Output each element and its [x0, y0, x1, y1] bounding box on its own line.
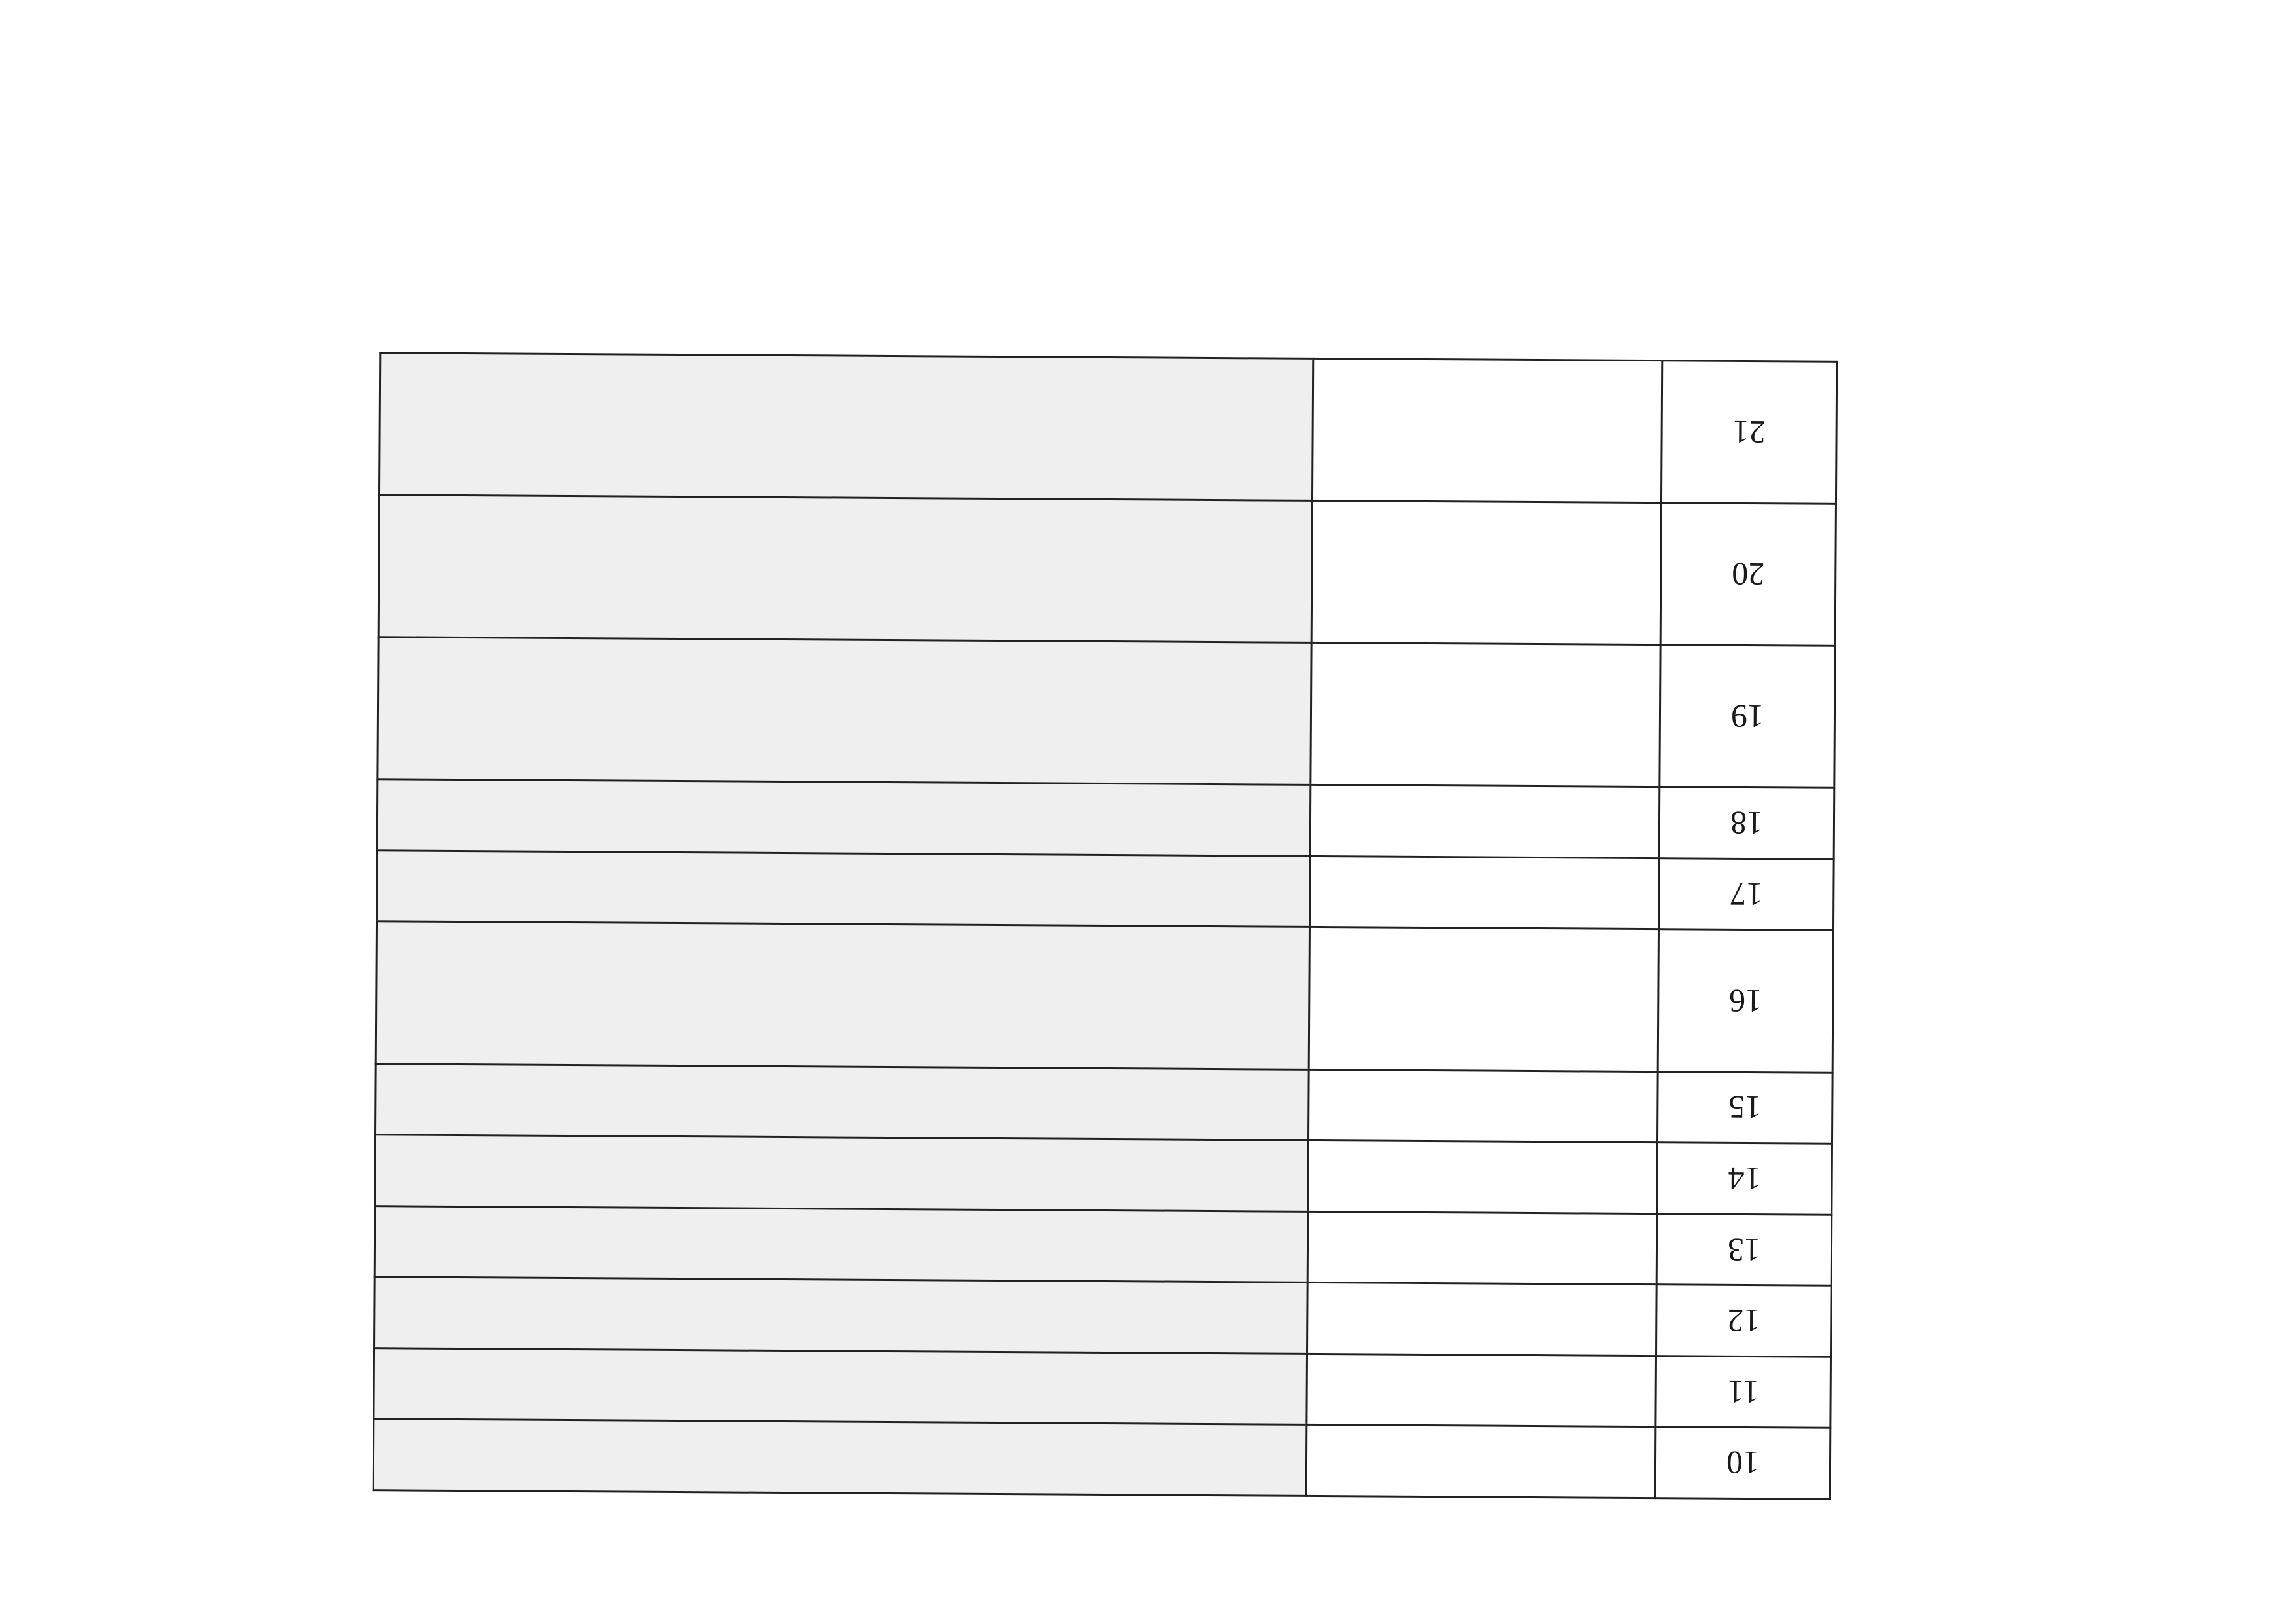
row-description — [373, 1419, 1307, 1496]
row-category — [1309, 1069, 1658, 1143]
row-description — [378, 637, 1311, 785]
row-number: 18 — [1659, 787, 1834, 859]
row-description — [375, 1135, 1309, 1211]
table-row — [377, 851, 1834, 931]
table-row — [376, 921, 1833, 1073]
row-category — [1309, 927, 1658, 1071]
row-number: 20 — [1660, 503, 1836, 646]
description-line — [394, 424, 1299, 429]
description-line — [388, 1384, 1293, 1389]
row-number: 16 — [1658, 929, 1833, 1073]
table-row — [379, 353, 1836, 504]
data-table — [373, 352, 1838, 1500]
row-description — [374, 1206, 1308, 1282]
description-line — [388, 1455, 1292, 1460]
row-category — [1309, 856, 1659, 929]
row-description — [378, 495, 1312, 643]
row-category — [1308, 1141, 1658, 1214]
description-line — [391, 886, 1296, 891]
description-line — [392, 709, 1297, 714]
row-description — [374, 1277, 1308, 1354]
table-row — [374, 1206, 1832, 1285]
description-line — [390, 993, 1295, 998]
table-row — [377, 779, 1834, 859]
row-category — [1307, 1283, 1657, 1356]
table-row — [373, 1419, 1831, 1499]
description-line — [390, 993, 1295, 998]
row-number: 11 — [1656, 1356, 1831, 1428]
table-row — [374, 1348, 1831, 1428]
row-description — [374, 1348, 1307, 1425]
description-line — [390, 1099, 1294, 1105]
table-row — [378, 495, 1836, 646]
row-description — [376, 1063, 1309, 1140]
row-category — [1311, 501, 1661, 645]
description-line — [394, 424, 1299, 429]
row-number: 21 — [1661, 361, 1836, 504]
row-number: 15 — [1657, 1071, 1832, 1143]
description-line — [392, 815, 1296, 820]
row-category — [1312, 358, 1662, 502]
table-row — [375, 1135, 1832, 1215]
row-description — [376, 921, 1309, 1069]
description-line — [388, 1312, 1293, 1318]
row-category — [1306, 1425, 1656, 1498]
table-row — [376, 1063, 1833, 1143]
table-body — [373, 353, 1837, 1500]
row-description — [379, 353, 1313, 501]
row-description — [377, 851, 1311, 927]
description-line — [393, 566, 1298, 572]
row-number: 14 — [1657, 1143, 1832, 1215]
description-line — [389, 1242, 1294, 1247]
row-category — [1307, 1354, 1656, 1427]
row-number: 12 — [1656, 1285, 1832, 1357]
row-number: 17 — [1658, 858, 1834, 931]
row-number: 19 — [1660, 645, 1835, 788]
description-line — [390, 1170, 1294, 1175]
row-category — [1311, 643, 1660, 787]
row-category — [1310, 785, 1660, 858]
description-line — [392, 709, 1297, 714]
row-number: 13 — [1656, 1213, 1832, 1285]
description-line — [393, 566, 1298, 572]
table-row — [378, 637, 1835, 788]
rotated-table — [373, 352, 1838, 1500]
row-description — [377, 779, 1311, 856]
row-category — [1307, 1211, 1657, 1285]
table-row — [374, 1277, 1832, 1357]
row-number: 10 — [1655, 1427, 1831, 1499]
